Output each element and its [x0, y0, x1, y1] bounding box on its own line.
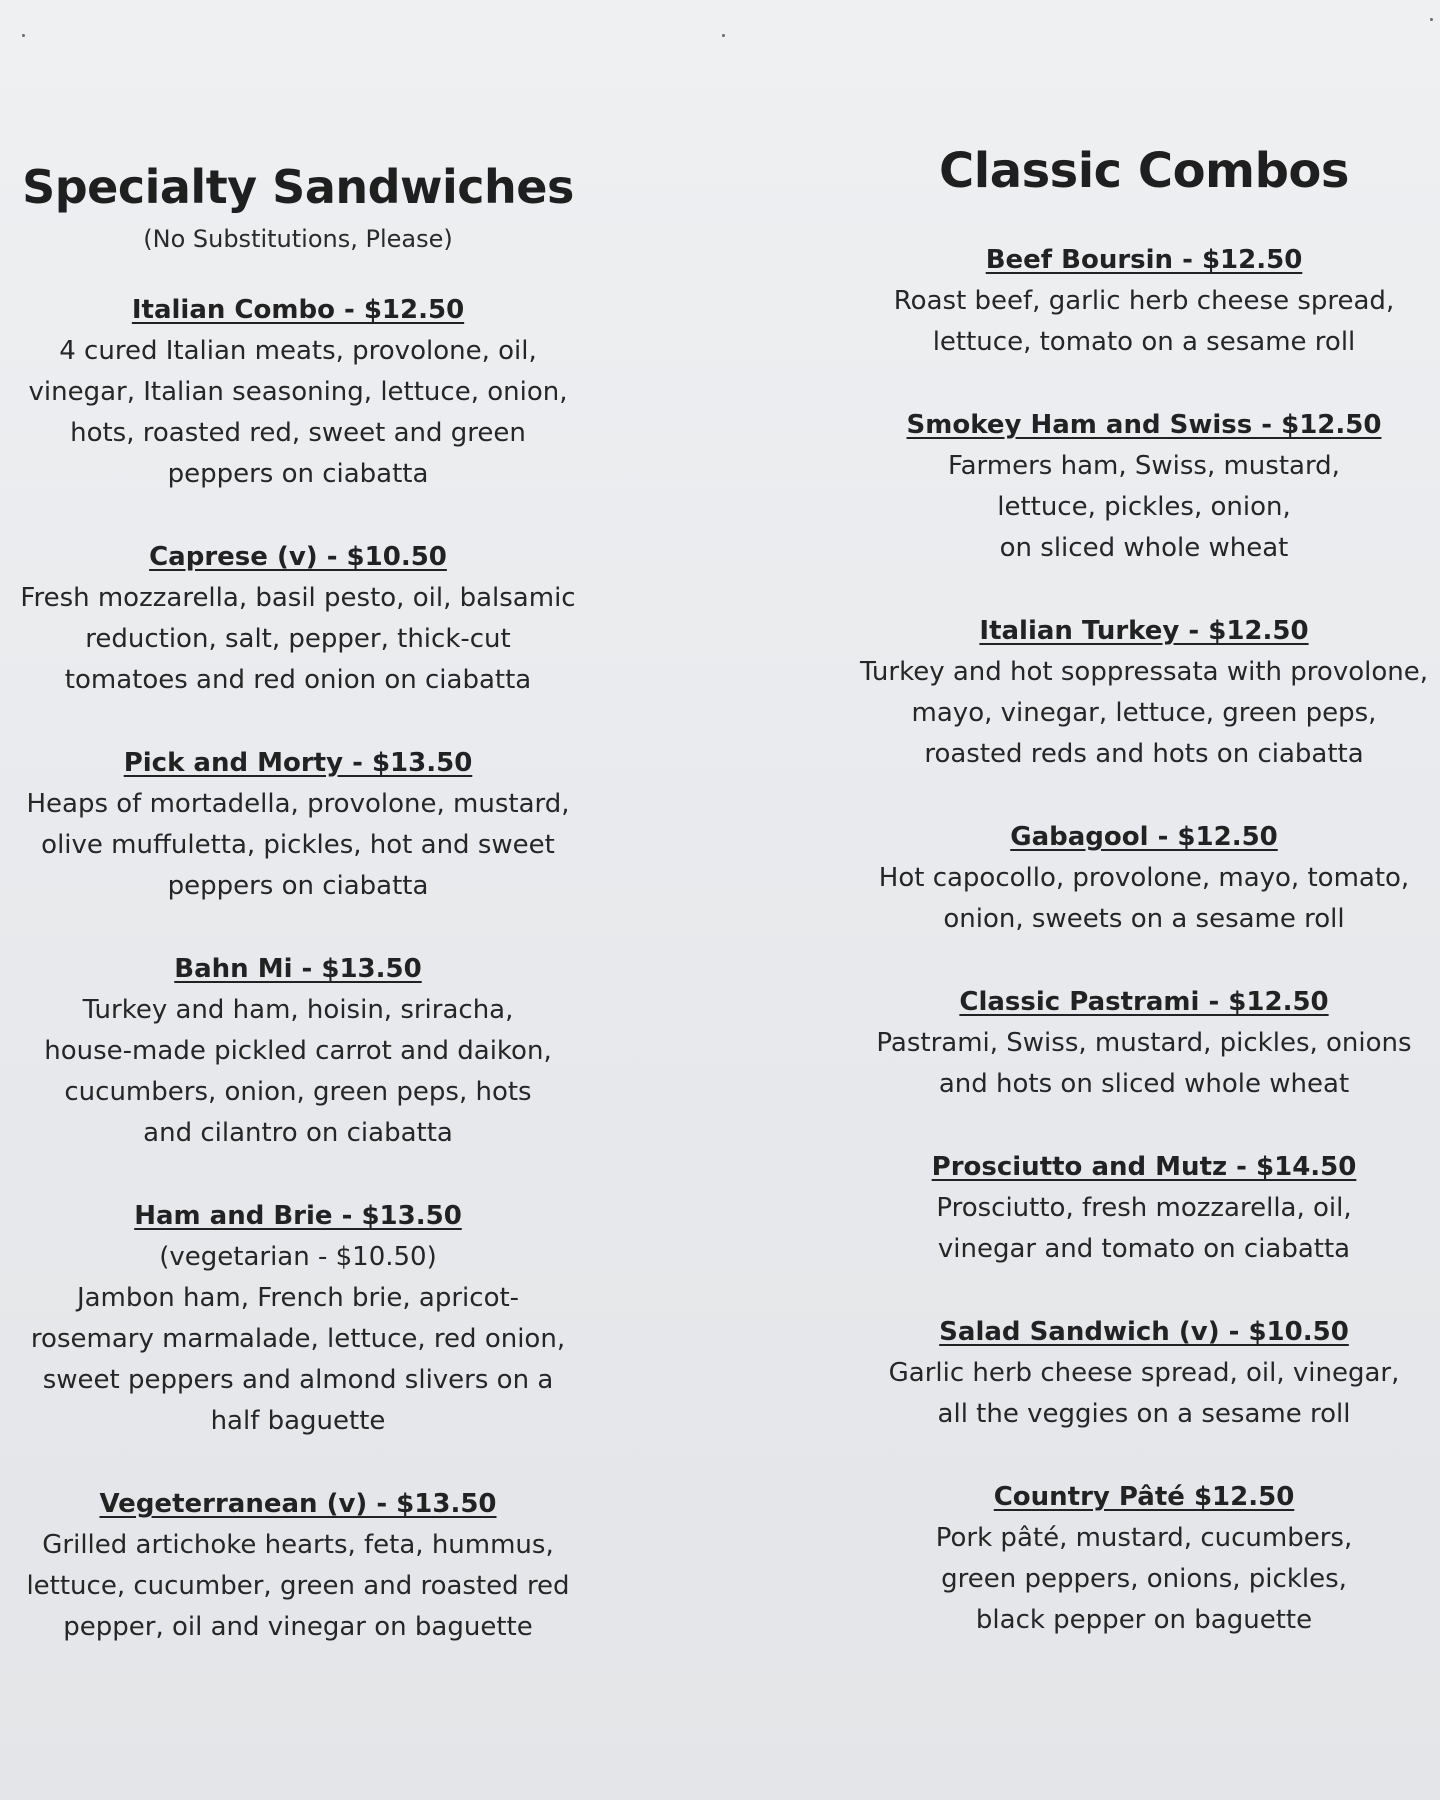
menu-item-name: Classic Pastrami - $12.50: [959, 987, 1329, 1017]
menu-item-name: Salad Sandwich (v) - $10.50: [939, 1317, 1349, 1347]
menu-item-description-line: on sliced whole wheat: [999, 533, 1289, 563]
specialty-sandwiches-section: [18, 158, 578, 1648]
menu-item-description-line: lettuce, pickles, onion,: [997, 492, 1291, 522]
section-subtitle: (No Substitutions, Please): [143, 225, 453, 253]
menu-item-description-line: sweet peppers and almond slivers on a: [42, 1365, 554, 1395]
menu-item-description-line: and hots on sliced whole wheat: [938, 1069, 1350, 1099]
menu-item-name: Caprese (v) - $10.50: [149, 542, 447, 572]
menu-item-description-line: Hot capocollo, provolone, mayo, tomato,: [878, 863, 1410, 893]
menu-item: [858, 405, 1430, 569]
item-spacer: [18, 701, 578, 743]
menu-item-description-line: all the veggies on a sesame roll: [937, 1399, 1351, 1429]
menu-item-name: Italian Combo - $12.50: [131, 295, 465, 325]
item-spacer: [858, 200, 1430, 240]
menu-item-description-line: half baguette: [210, 1406, 386, 1436]
menu-item: [858, 1312, 1430, 1435]
menu-item-description-line: 4 cured Italian meats, provolone, oil,: [59, 336, 537, 366]
item-spacer: [858, 940, 1430, 982]
item-spacer: [858, 569, 1430, 611]
menu-item-description-line: pepper, oil and vinegar on baguette: [63, 1612, 533, 1642]
menu-item-description-line: roasted reds and hots on ciabatta: [924, 739, 1364, 769]
paper-speck: [722, 34, 725, 37]
menu-item-name: Country Pâté $12.50: [993, 1482, 1295, 1512]
item-spacer: [858, 1270, 1430, 1312]
menu-item-description-line: and cilantro on ciabatta: [143, 1118, 453, 1148]
menu-item: [18, 1484, 578, 1648]
classic-item-list: [858, 200, 1430, 1641]
menu-item: [858, 1147, 1430, 1270]
menu-item-description-line: peppers on ciabatta: [167, 871, 429, 901]
menu-item-name: Bahn Mi - $13.50: [174, 954, 422, 984]
classic-combos-section: [858, 142, 1430, 1641]
menu-item-description-line: Fresh mozzarella, basil pesto, oil, balsamic: [20, 583, 576, 613]
menu-item-description-line: Roast beef, garlic herb cheese spread,: [893, 286, 1395, 316]
specialty-item-list: [18, 256, 578, 1648]
item-spacer: [18, 907, 578, 949]
menu-item: [18, 743, 578, 907]
item-spacer: [18, 1154, 578, 1196]
menu-item-name: Beef Boursin - $12.50: [985, 245, 1303, 275]
item-spacer: [858, 1105, 1430, 1147]
menu-item-description-line: green peppers, onions, pickles,: [941, 1564, 1347, 1594]
menu-item-name: Italian Turkey - $12.50: [979, 616, 1309, 646]
menu-item-description-line: Jambon ham, French brie, apricot-: [76, 1283, 520, 1313]
menu-item: [858, 982, 1430, 1105]
menu-item-description-line: Turkey and ham, hoisin, sriracha,: [82, 995, 514, 1025]
menu-item: [858, 240, 1430, 363]
menu-item-description-line: hots, roasted red, sweet and green: [70, 418, 526, 448]
menu-item: [858, 817, 1430, 940]
menu-item-name: Ham and Brie - $13.50: [134, 1201, 462, 1231]
menu-item-description-line: black pepper on baguette: [975, 1605, 1313, 1635]
menu-item-name: Smokey Ham and Swiss - $12.50: [906, 410, 1382, 440]
menu-item-description-line: reduction, salt, pepper, thick-cut: [85, 624, 511, 654]
menu-item-name: Pick and Morty - $13.50: [123, 748, 473, 778]
menu-item-description-line: Turkey and hot soppressata with provolone,: [859, 657, 1428, 687]
menu-item-description-line: lettuce, tomato on a sesame roll: [932, 327, 1356, 357]
menu-item-name: Gabagool - $12.50: [1010, 822, 1278, 852]
menu-item: [18, 290, 578, 495]
menu-item-description-line: Garlic herb cheese spread, oil, vinegar,: [888, 1358, 1400, 1388]
menu-item-description-line: tomatoes and red onion on ciabatta: [64, 665, 532, 695]
menu-item-description-line: mayo, vinegar, lettuce, green peps,: [911, 698, 1377, 728]
menu-item-description-line: Prosciutto, fresh mozzarella, oil,: [936, 1193, 1352, 1223]
menu-item-description-line: Farmers ham, Swiss, mustard,: [948, 451, 1340, 481]
menu-item-description-line: Grilled artichoke hearts, feta, hummus,: [42, 1530, 554, 1560]
item-spacer: [18, 256, 578, 290]
section-title-classic: Classic Combos: [939, 143, 1349, 199]
menu-item: [18, 1196, 578, 1442]
menu-item-name: Vegeterranean (v) - $13.50: [99, 1489, 497, 1519]
menu-item-description-line: house-made pickled carrot and daikon,: [44, 1036, 552, 1066]
menu-item-description-line: rosemary marmalade, lettuce, red onion,: [30, 1324, 566, 1354]
menu-item-description-line: Pastrami, Swiss, mustard, pickles, onions: [876, 1028, 1412, 1058]
menu-item-description-line: olive muffuletta, pickles, hot and sweet: [41, 830, 555, 860]
menu-item-name: Prosciutto and Mutz - $14.50: [931, 1152, 1357, 1182]
menu-item: [858, 611, 1430, 775]
menu-item-description-line: cucumbers, onion, green peps, hots: [64, 1077, 532, 1107]
menu-item: [858, 1477, 1430, 1641]
item-spacer: [858, 363, 1430, 405]
menu-item-description-line: onion, sweets on a sesame roll: [943, 904, 1345, 934]
paper-speck: [1430, 18, 1433, 21]
menu-item-description-line: Heaps of mortadella, provolone, mustard,: [26, 789, 570, 819]
item-spacer: [18, 1442, 578, 1484]
item-spacer: [858, 1435, 1430, 1477]
menu-item: [18, 949, 578, 1154]
menu-item: [18, 537, 578, 701]
menu-item-description-line: vinegar, Italian seasoning, lettuce, onion,: [28, 377, 568, 407]
menu-item-description-line: (vegetarian - $10.50): [159, 1242, 437, 1272]
menu-item-description-line: Pork pâté, mustard, cucumbers,: [935, 1523, 1353, 1553]
item-spacer: [858, 775, 1430, 817]
item-spacer: [18, 495, 578, 537]
menu-item-description-line: lettuce, cucumber, green and roasted red: [26, 1571, 570, 1601]
section-title-specialty: Specialty Sandwiches: [22, 160, 574, 214]
paper-speck: [22, 34, 25, 37]
menu-item-description-line: peppers on ciabatta: [167, 459, 429, 489]
menu-item-description-line: vinegar and tomato on ciabatta: [937, 1234, 1351, 1264]
